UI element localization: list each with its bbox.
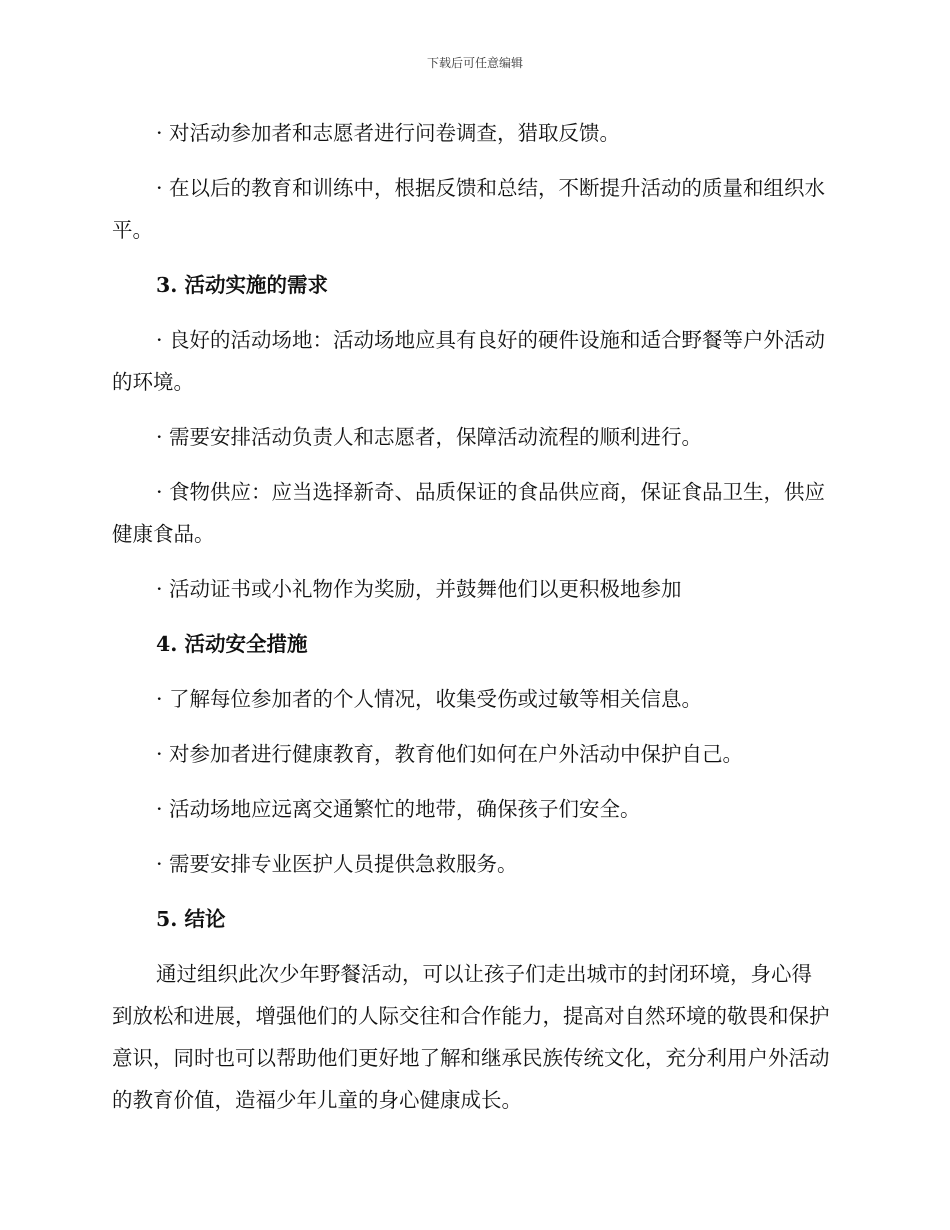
bullet-questionnaire: · 对活动参加者和志愿者进行问卷调查，猎取反馈。 <box>156 121 621 145</box>
page-header: 下载后可任意编辑 <box>426 56 523 70</box>
bullet-staffing: · 需要安排活动负责人和志愿者，保障活动流程的顺利进行。 <box>156 425 703 449</box>
document-body <box>112 112 832 1121</box>
section-heading-conclusion: 5. 结论 <box>156 907 226 931</box>
bullet-improve-quality: · 在以后的教育和训练中，根据反馈和总结，不断提升活动的质量和组织水平。 <box>112 176 826 242</box>
section-heading-safety: 4. 活动安全措施 <box>156 632 308 656</box>
bullet-medical-staff: · 需要安排专业医护人员提供急救服务。 <box>156 852 518 876</box>
bullet-food-supply: · 食物供应：应当选择新奇、品质保证的食品供应商，保证食品卫生，供应健康食品。 <box>112 480 826 546</box>
bullet-health-education: · 对参加者进行健康教育，教育他们如何在户外活动中保护自己。 <box>156 742 744 766</box>
bullet-venue-safety: · 活动场地应远离交通繁忙的地带，确保孩子们安全。 <box>156 797 641 821</box>
bullet-venue: · 良好的活动场地：活动场地应具有良好的硬件设施和适合野餐等户外活动的环境。 <box>112 328 826 394</box>
bullet-participant-info: · 了解每位参加者的个人情况，收集受伤或过敏等相关信息。 <box>156 687 703 711</box>
conclusion-paragraph: 通过组织此次少年野餐活动，可以让孩子们走出城市的封闭环境，身心得到放松和进展，增强他们的人际交往和合作能力，提高对自然环境的敬畏和保护意识，同时也可以帮助他们更好地了解和继承民族传统文化，充分利用户外活动的教育价值，造福少年儿童的身心健康成长。 <box>112 962 830 1112</box>
section-heading-requirements: 3. 活动实施的需求 <box>156 273 329 297</box>
bullet-rewards: · 活动证书或小礼物作为奖励，并鼓舞他们以更积极地参加 <box>156 577 682 601</box>
